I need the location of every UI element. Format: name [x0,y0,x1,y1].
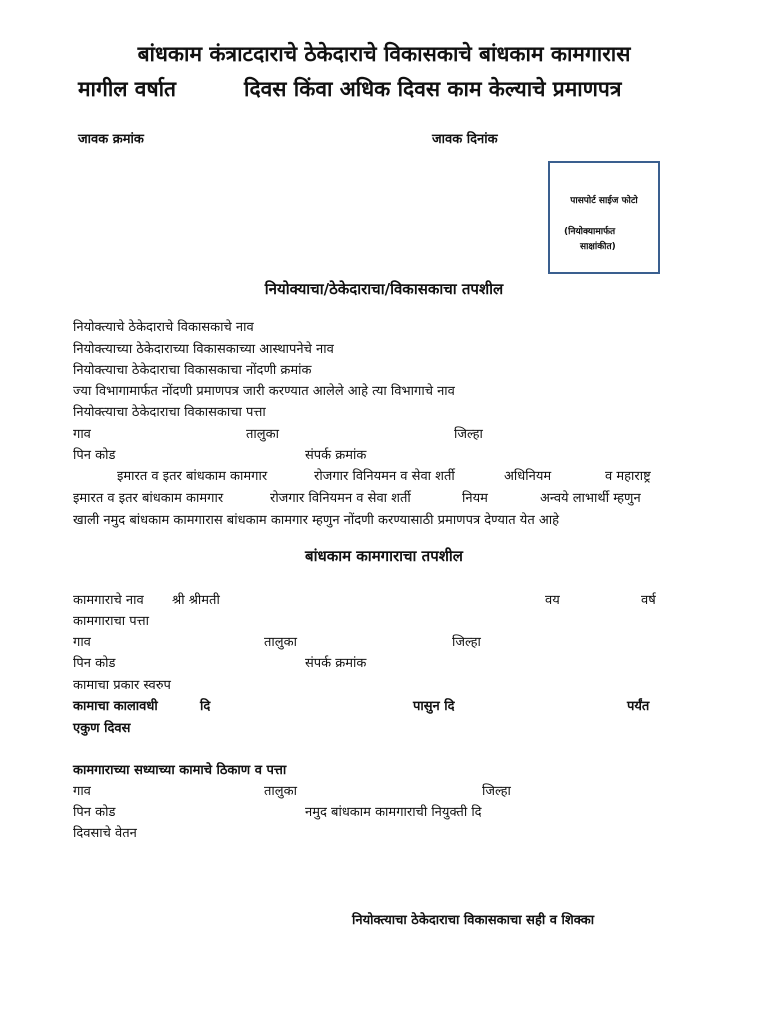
employer-contact-label: संपर्क क्रमांक [305,448,367,463]
worker-village-label: गाव [73,635,91,650]
statement-line2-beneficiary: अन्वये लाभार्थी म्हणुन [540,491,641,506]
employer-establishment-label: नियोक्त्याच्या ठेकेदाराच्या विकासकाच्या आस्थापनेचे नाव [73,342,334,357]
employer-section-heading: नियोक्याचा/ठेकेदाराचा/विकासकाचा तपशील [264,280,504,298]
statement-line3: खाली नमुद बांधकाम कामगारास बांधकाम कामगार म्हणुन नोंदणी करण्यासाठी प्रमाणपत्र देण्यात येत आहे [73,513,560,528]
worker-address-label: कामगाराचा पत्ता [73,614,149,629]
work-period-label: कामाचा कालावधी [73,699,158,714]
employer-pincode-label: पिन कोड [73,448,116,463]
passport-photo-box [548,161,660,274]
worker-district-label: जिल्हा [452,635,481,650]
employer-signature-label: नियोक्त्याचा ठेकेदाराचा विकासकाचा सही व शिक्का [352,913,595,928]
current-work-pincode-label: पिन कोड [73,805,116,820]
photo-box-note-line2: साक्षांकीत) [580,242,616,252]
form-title-line1: बांधकाम कंत्राटदाराचे ठेकेदाराचे विकासकाचे बांधकाम कामगारास [137,42,631,66]
worker-contact-label: संपर्क क्रमांक [305,656,367,671]
photo-box-note-line1: (नियोक्यामार्फत [564,227,616,237]
work-period-date-label: दि [200,699,211,714]
current-work-village-label: गाव [73,784,91,799]
work-period-from-label: पासुन दि [413,699,455,714]
current-work-heading: कामगाराच्या सध्याच्या कामाचे ठिकाण व पत्ता [73,763,287,778]
outward-date-label: जावक दिनांक [432,132,498,147]
photo-box-title: पासपोर्ट साईज फोटो [570,196,638,206]
outward-number-label: जावक क्रमांक [78,132,144,147]
work-period-to-label: पर्यंत [627,699,650,714]
employer-district-label: जिल्हा [454,427,483,442]
employer-registration-label: नियोक्त्याचा ठेकेदाराचा विकासकाचा नोंदणी क्रमांक [73,363,312,378]
form-title-line2-part2: दिवस किंवा अधिक दिवस काम केल्याचे प्रमाणपत्र [244,77,622,101]
statement-line1-maharashtra: व महाराष्ट्र [605,469,651,484]
daily-wage-label: दिवसाचे वेतन [73,826,137,841]
worker-name-label: कामगाराचे नाव [73,593,144,608]
employer-name-label: नियोक्त्याचे ठेकेदाराचे विकासकाचे नाव [73,320,254,335]
total-days-label: एकुण दिवस [73,721,131,736]
worker-taluka-label: तालुका [264,635,297,650]
statement-line1-act: अधिनियम [504,469,552,484]
employer-address-label: नियोक्त्याचा ठेकेदाराचा विकासकाचा पत्ता [73,405,266,420]
form-title-line2-part1: मागील वर्षात [78,77,177,101]
statement-line2-rules: नियम [462,491,488,506]
statement-line1-regulation: रोजगार विनियमन व सेवा शर्ती [314,469,455,484]
worker-section-heading: बांधकाम कामगाराचा तपशील [305,547,463,565]
employer-village-label: गाव [73,427,91,442]
worker-pincode-label: पिन कोड [73,656,116,671]
employer-taluka-label: तालुका [246,427,279,442]
appointment-date-label: नमुद बांधकाम कामगाराची नियुक्ती दि [305,805,482,820]
current-work-district-label: जिल्हा [482,784,511,799]
worker-years-label: वर्ष [641,593,656,608]
statement-line2-act-name: इमारत व इतर बांधकाम कामगार [73,491,224,506]
worker-honorific: श्री श्रीमती [172,593,220,608]
issuing-department-label: ज्या विभागामार्फत नोंदणी प्रमाणपत्र जारी करण्यात आलेले आहे त्या विभागाचे नाव [73,384,455,399]
worker-age-label: वय [545,593,560,608]
work-type-label: कामाचा प्रकार स्वरुप [73,678,171,693]
statement-line1-act-name: इमारत व इतर बांधकाम कामगार [117,469,268,484]
current-work-taluka-label: तालुका [264,784,297,799]
statement-line2-regulation: रोजगार विनियमन व सेवा शर्ती [270,491,411,506]
